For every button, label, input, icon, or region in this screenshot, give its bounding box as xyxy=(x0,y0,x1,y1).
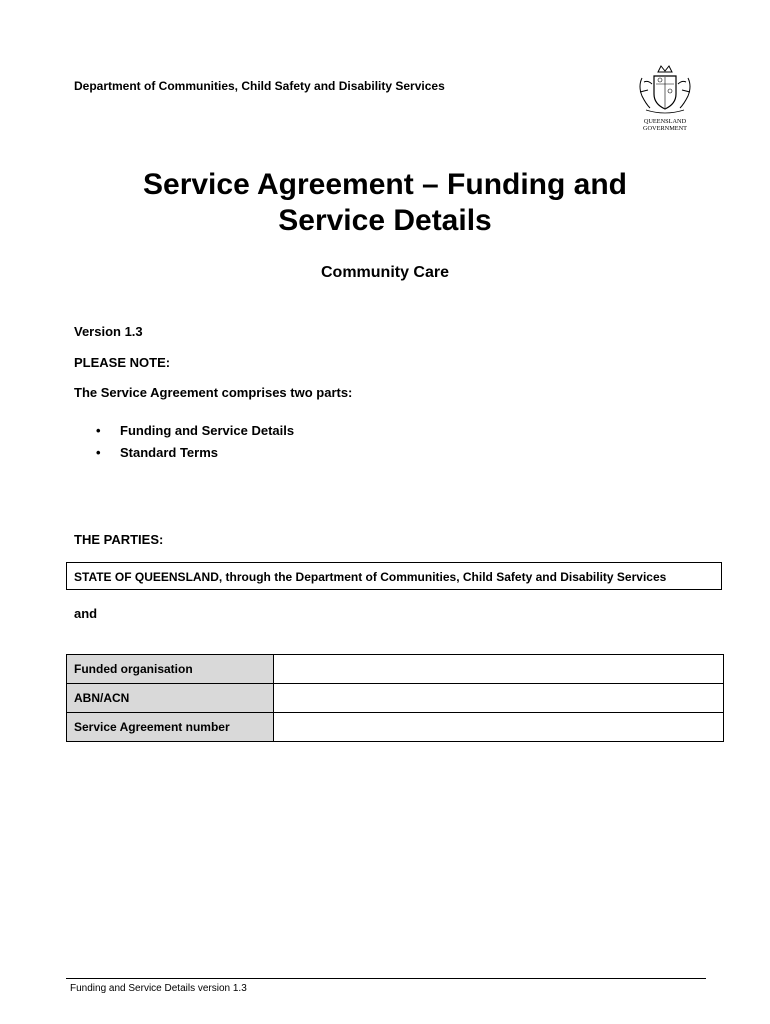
page-footer: Funding and Service Details version 1.3 xyxy=(70,983,247,994)
list-item xyxy=(96,422,294,444)
version-label: Version 1.3 xyxy=(74,324,143,339)
department-name: Department of Communities, Child Safety and Disability Services xyxy=(74,79,445,93)
title-line-2: Service Details xyxy=(278,204,492,237)
and-text: and xyxy=(74,606,98,621)
parts-list xyxy=(96,422,294,466)
part-label: Standard Terms xyxy=(120,445,219,460)
logo-line-1: QUEENSLAND xyxy=(643,118,687,125)
state-party-box: STATE OF QUEENSLAND, through the Department of Communities, Child Safety and Disability Services xyxy=(66,562,722,590)
row-label: ABN/ACN xyxy=(67,684,274,713)
list-item xyxy=(96,444,294,466)
parties-heading: THE PARTIES: xyxy=(74,532,164,547)
funded-organisation-table xyxy=(66,654,724,742)
queensland-government-logo xyxy=(634,64,696,132)
document-subtitle: Community Care xyxy=(320,264,450,281)
abn-acn-field[interactable] xyxy=(274,684,724,713)
funded-organisation-field[interactable] xyxy=(274,655,724,684)
part-label: Funding and Service Details xyxy=(120,423,295,438)
row-label: Service Agreement number xyxy=(67,713,274,742)
footer-divider xyxy=(66,978,706,979)
title-line-1: Service Agreement – Funding and xyxy=(143,168,627,201)
service-agreement-number-field[interactable] xyxy=(274,713,724,742)
table-row xyxy=(67,684,724,713)
document-title xyxy=(60,167,710,239)
please-note-heading: PLEASE NOTE: xyxy=(74,355,171,370)
row-label: Funded organisation xyxy=(67,655,274,684)
bullet-icon: • xyxy=(96,423,101,438)
table-row xyxy=(67,713,724,742)
bullet-icon: • xyxy=(96,445,101,460)
table-row xyxy=(67,655,724,684)
logo-line-2: GOVERNMENT xyxy=(642,125,688,132)
intro-text: The Service Agreement comprises two parts: xyxy=(74,385,353,400)
